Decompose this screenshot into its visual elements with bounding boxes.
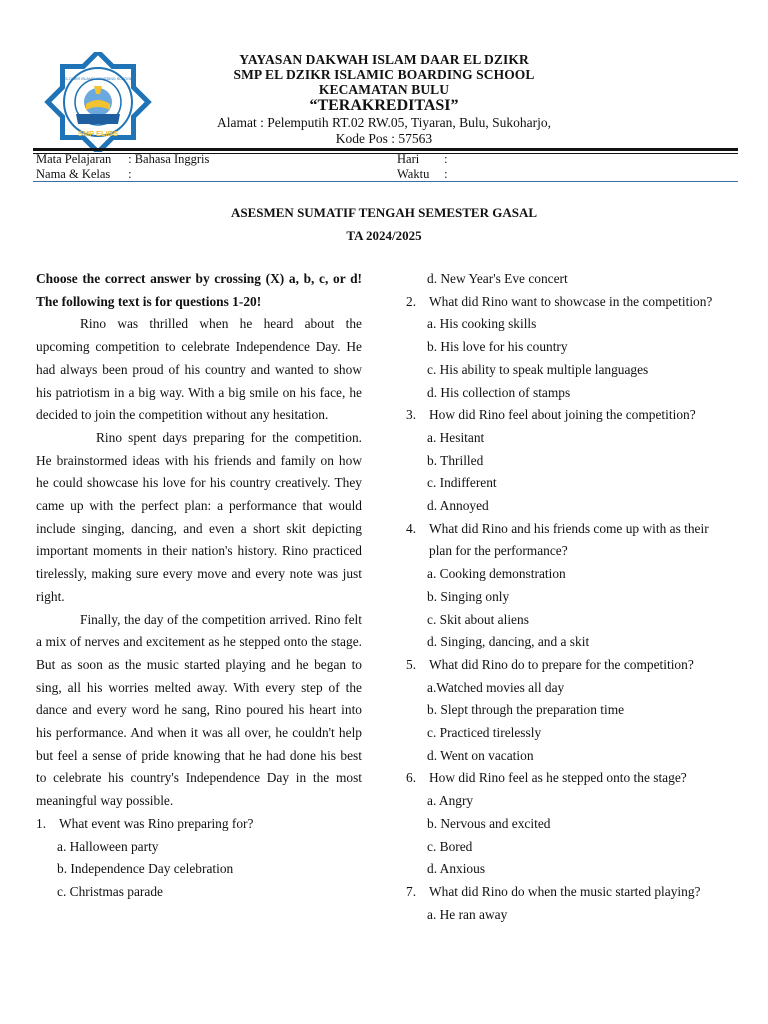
option-b[interactable]: b. His love for his country [427, 339, 568, 355]
logo-banner: SMP ELIBS [77, 129, 119, 138]
right-column [406, 268, 732, 926]
question-7: 7. What did Rino do when the music started playing? [406, 881, 732, 904]
question-6: 6. How did Rino feel as he stepped onto the stage? [406, 767, 732, 790]
subject-value: : Bahasa Inggris [128, 152, 210, 166]
question-text: What event was Rino preparing for? [59, 815, 254, 831]
option-a[interactable]: a. Halloween party [57, 838, 159, 854]
header-divider-thick [33, 148, 738, 151]
option-c[interactable]: c. Skit about aliens [427, 611, 529, 627]
option-d[interactable]: d. Went on vacation [427, 747, 534, 763]
district-name: KECAMATAN BULU [318, 82, 450, 97]
question-5: 5. What did Rino do to prepare for the competition? [406, 654, 732, 677]
question-text: What did Rino do when the music started playing? [429, 883, 701, 899]
option-a[interactable]: a.Watched movies all day [427, 679, 565, 695]
option-d[interactable]: d. Singing, dancing, and a skit [427, 634, 590, 650]
option-d[interactable]: d. His collection of stamps [427, 384, 571, 400]
day-label: Hari [397, 152, 420, 166]
name-value: : [128, 167, 132, 181]
option-a[interactable]: a. Cooking demonstration [427, 566, 566, 582]
option-c[interactable]: c. Christmas parade [57, 883, 163, 899]
option-c[interactable]: c. Practiced tirelessly [427, 725, 542, 741]
passage-paragraph-2: Rino spent days preparing for the competition. He brainstormed ideas with his friends and family on how he could showcase his love for his country creatively. They came up with the perfect plan: a performance that would include singing, dancing, and even a short skit depicting important moments in their nation's history. Rino practiced tirelessly, making sure every move and every note was just right. [36, 429, 362, 604]
subject-row [36, 152, 209, 167]
option-c[interactable]: c. His ability to speak multiple languages [427, 361, 649, 377]
question-text: How did Rino feel about joining the competition? [429, 407, 696, 423]
foundation-name: YAYASAN DAKWAH ISLAM DAAR EL DZIKR [239, 52, 529, 67]
option-b[interactable]: b. Slept through the preparation time [427, 702, 625, 718]
option-a[interactable]: a. His cooking skills [427, 316, 537, 332]
question-2: 2. What did Rino want to showcase in the competition? [406, 291, 732, 314]
passage-paragraph-3: Finally, the day of the competition arrived. Rino felt a mix of nerves and excitement as he stepped onto the stage. But as soon as the music started playing and he began to sing, all his worries melted away. With every step of the dance and every word he sang, Rino poured his heart into his performance. And when it was all over, he couldn't help but feel a sense of pride knowing that he had done his best to celebrate his country's Independence Day in the most meaningful way possible. [36, 611, 362, 809]
time-value: : [444, 167, 448, 181]
instruction: Choose the correct answer by crossing (X) a, b, c, or d! The following text is for questions 1-20! [36, 271, 362, 309]
option-b[interactable]: b. Independence Day celebration [57, 861, 234, 877]
name-row [36, 167, 132, 182]
option-b[interactable]: b. Singing only [427, 588, 510, 604]
left-column [36, 268, 362, 904]
option-a[interactable]: a. Hesitant [427, 429, 485, 445]
option-a[interactable]: a. He ran away [427, 906, 508, 922]
question-text: What did Rino do to prepare for the competition? [429, 656, 694, 672]
address-line-2: Kode Pos : 57563 [335, 131, 433, 146]
option-c[interactable]: c. Bored [427, 838, 473, 854]
time-label: Waktu [397, 167, 430, 181]
day-row [397, 152, 448, 167]
info-divider [33, 181, 738, 182]
exam-title: ASESMEN SUMATIF TENGAH SEMESTER GASAL [230, 205, 538, 220]
day-value: : [444, 152, 448, 166]
exam-year: TA 2024/2025 [346, 228, 422, 243]
subject-label: Mata Pelajaran [36, 152, 112, 166]
question-4: 4. What did Rino and his friends come up with as their plan for the performance? [406, 518, 732, 563]
passage-paragraph-1: Rino was thrilled when he heard about the upcoming competition to celebrate Independence Day. He had always been proud of his country and wanted to show his patriotism in a big way. With a big smile on his face, he decided to join the competition without any hesitation. [36, 316, 362, 423]
school-header [160, 52, 608, 147]
option-d[interactable]: d. Annoyed [427, 498, 489, 514]
question-text: What did Rino want to showcase in the competition? [429, 293, 713, 309]
time-row [397, 167, 448, 182]
option-d[interactable]: d. New Year's Eve concert [427, 271, 568, 286]
question-text: What did Rino and his friends come up with as their plan for the performance? [429, 520, 709, 559]
svg-text:EL DZIKR ISLAMIC BOARDING SCHO: EL DZIKR ISLAMIC BOARDING SCHOOL [64, 77, 132, 81]
option-b[interactable]: b. Nervous and excited [427, 815, 551, 831]
question-1 [36, 813, 362, 836]
question-number: 1. [36, 815, 47, 831]
question-text: How did Rino feel as he stepped onto the stage? [429, 770, 687, 786]
option-d[interactable]: d. Anxious [427, 861, 486, 877]
school-name: SMP EL DZIKR ISLAMIC BOARDING SCHOOL [233, 67, 535, 82]
school-logo [44, 52, 152, 152]
option-a[interactable]: a. Angry [427, 793, 474, 809]
option-c[interactable]: c. Indifferent [427, 475, 497, 491]
name-label: Nama & Kelas [36, 167, 111, 181]
question-3: 3. How did Rino feel about joining the competition? [406, 404, 732, 427]
address-line-1: Alamat : Pelemputih RT.02 RW.05, Tiyaran, Bulu, Sukoharjo, [216, 115, 552, 130]
option-b[interactable]: b. Thrilled [427, 452, 484, 468]
accreditation: “TERAKREDITASI” [309, 97, 459, 114]
